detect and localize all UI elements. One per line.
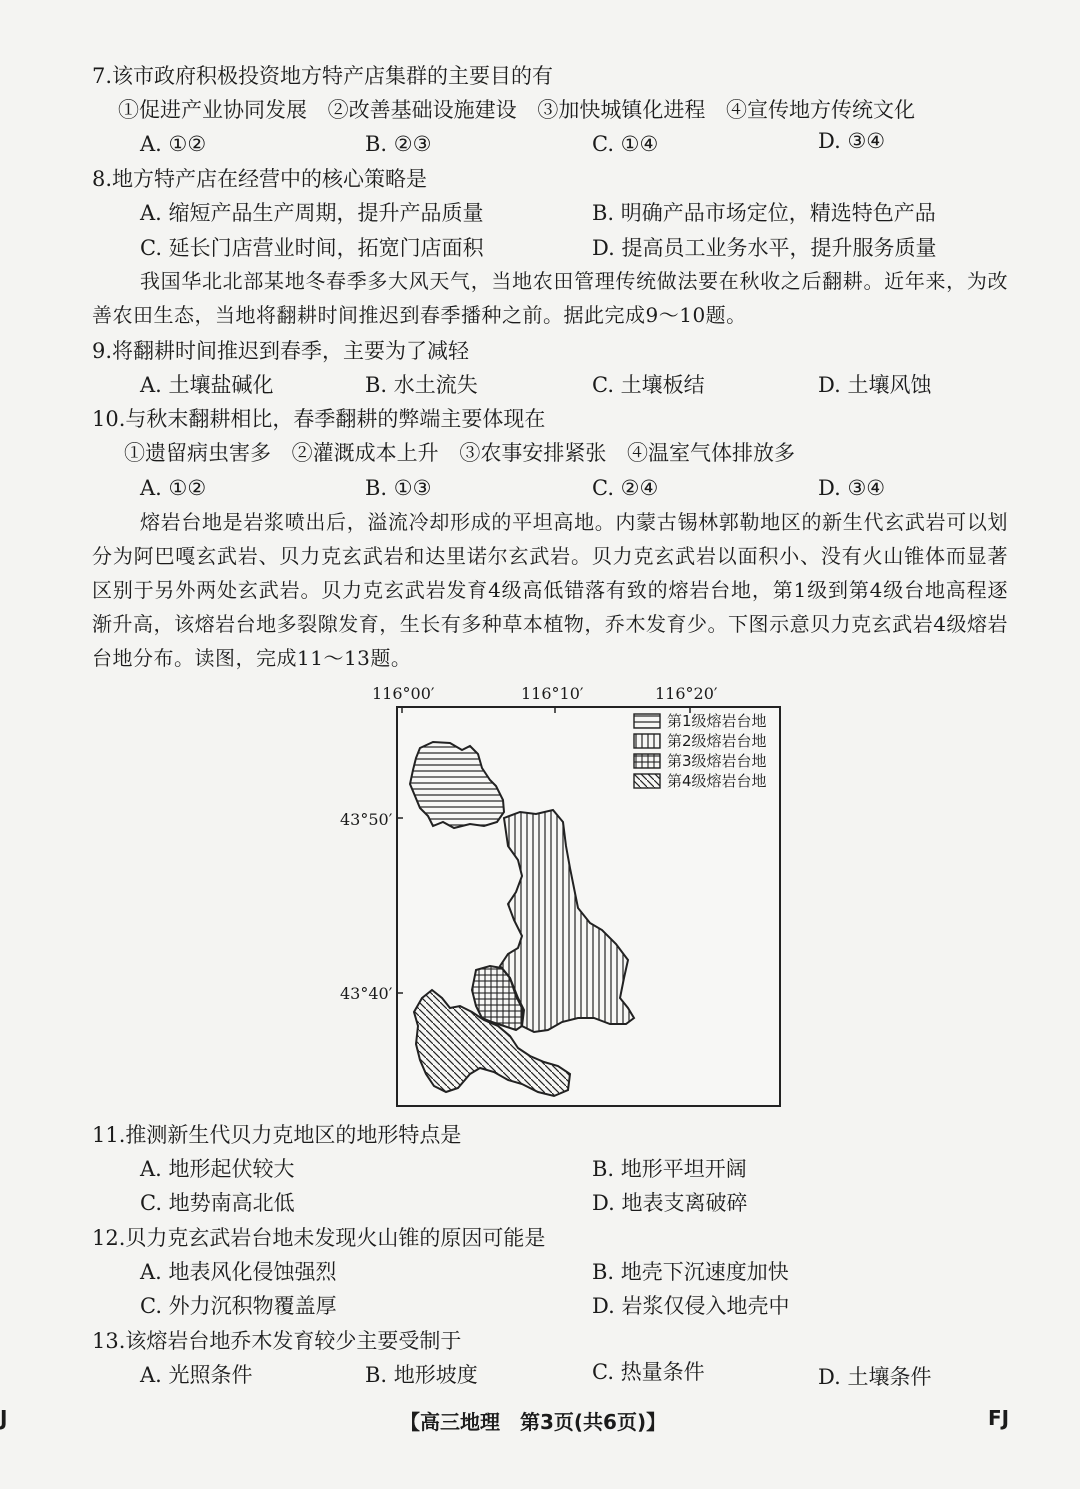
q11-option-c: C. 地势南高北低 (140, 1191, 295, 1215)
q9-stem: 9.将翻耕时间推迟到春季，主要为了减轻 (92, 339, 470, 363)
q13-option-a: A. 光照条件 (140, 1363, 253, 1387)
q9-option-b: B. 水土流失 (365, 373, 478, 397)
q7-option-b: B. ②③ (365, 132, 432, 156)
q12-option-a: A. 地表风化侵蚀强烈 (140, 1260, 337, 1284)
q12-stem: 12.贝力克玄武岩台地未发现火山锥的原因可能是 (92, 1226, 546, 1250)
q12-option-d: D. 岩浆仅侵入地壳中 (592, 1294, 790, 1318)
q8-option-b: B. 明确产品市场定位，精选特色产品 (592, 201, 936, 225)
q11-stem: 11.推测新生代贝力克地区的地形特点是 (92, 1123, 462, 1147)
q8-option-a: A. 缩短产品生产周期，提升产品质量 (140, 201, 484, 225)
q13-option-c: C. 热量条件 (592, 1360, 705, 1384)
level-2-platform (500, 810, 634, 1032)
q10-option-a: A. ①② (140, 476, 207, 500)
grid-hatch-icon (633, 753, 661, 769)
legend-label-level-4: 第4级熔岩台地 (667, 772, 767, 790)
q10-option-b: B. ①③ (365, 476, 432, 500)
q8-stem: 8.地方特产店在经营中的核心策略是 (92, 167, 428, 191)
diagonal-hatch-icon (633, 773, 661, 789)
passage-9-10: 我国华北北部某地冬春季多大风天气，当地农田管理传统做法要在秋收之后翻耕。近年来，为改善农田生态，当地将翻耕时间推迟到春季播种之前。据此完成9～10题。 (92, 269, 1008, 327)
q10-option-c: C. ②④ (592, 476, 659, 500)
q12-option-b: B. 地壳下沉速度加快 (592, 1260, 789, 1284)
q13-option-b: B. 地形坡度 (365, 1363, 478, 1387)
q11-option-b: B. 地形平坦开阔 (592, 1157, 747, 1181)
legend-label-level-1: 第1级熔岩台地 (667, 712, 767, 730)
lat-label-1: 43°50′ (340, 810, 393, 829)
q7-items: ①促进产业协同发展 ②改善基础设施建设 ③加快城镇化进程 ④宣传地方传统文化 (118, 98, 916, 122)
level-1-platform (410, 742, 504, 828)
q8-option-c: C. 延长门店营业时间，拓宽门店面积 (140, 236, 484, 260)
lon-label-3: 116°20′ (655, 684, 718, 703)
q13-stem: 13.该熔岩台地乔木发育较少主要受制于 (92, 1329, 462, 1353)
q11-option-d: D. 地表支离破碎 (592, 1191, 748, 1215)
q7-stem: 7.该市政府积极投资地方特产店集群的主要目的有 (92, 64, 554, 88)
lon-label-2: 116°10′ (521, 684, 584, 703)
q13-option-d: D. 土壤条件 (818, 1365, 932, 1389)
lon-label-1: 116°00′ (372, 684, 435, 703)
q8-option-d: D. 提高员工业务水平，提升服务质量 (592, 236, 937, 260)
legend-label-level-2: 第2级熔岩台地 (667, 732, 767, 750)
passage-11-13: 熔岩台地是岩浆喷出后，溢流冷却形成的平坦高地。内蒙古锡林郭勒地区的新生代玄武岩可以划分为阿巴嘎玄武岩、贝力克玄武岩和达里诺尔玄武岩。贝力克玄武岩以面积小、没有火山锥体而显著区别于另外两处玄武岩。贝力克玄武岩发育4级高低错落有致的熔岩台地，第1级到第4级台地高程逐渐升高，该熔岩台地多裂隙发育，生长有多种草本植物，乔木发育少。下图示意贝力克玄武岩4级熔岩台地分布。读图，完成11～13题。 (92, 510, 1008, 670)
q9-option-a: A. 土壤盐碱化 (140, 373, 274, 397)
q10-stem: 10.与秋末翻耕相比，春季翻耕的弊端主要体现在 (92, 407, 546, 431)
q7-option-a: A. ①② (140, 132, 207, 156)
footer-left-mark: J (0, 1406, 8, 1430)
footer-right-mark: FJ (988, 1406, 1010, 1430)
legend-label-level-3: 第3级熔岩台地 (667, 752, 767, 770)
lat-label-2: 43°40′ (340, 984, 393, 1003)
q9-option-c: C. 土壤板结 (592, 373, 705, 397)
q10-items: ①遗留病虫害多 ②灌溉成本上升 ③农事安排紧张 ④温室气体排放多 (124, 441, 796, 465)
horizontal-hatch-icon (633, 713, 661, 729)
q11-option-a: A. 地形起伏较大 (140, 1157, 295, 1181)
q12-option-c: C. 外力沉积物覆盖厚 (140, 1294, 337, 1318)
vertical-hatch-icon (633, 733, 661, 749)
q7-option-d: D. ③④ (818, 129, 886, 153)
q10-option-d: D. ③④ (818, 476, 886, 500)
footer-page-info: 【高三地理 第3页(共6页)】 (400, 1410, 667, 1434)
q7-option-c: C. ①④ (592, 132, 659, 156)
q9-option-d: D. 土壤风蚀 (818, 373, 932, 397)
